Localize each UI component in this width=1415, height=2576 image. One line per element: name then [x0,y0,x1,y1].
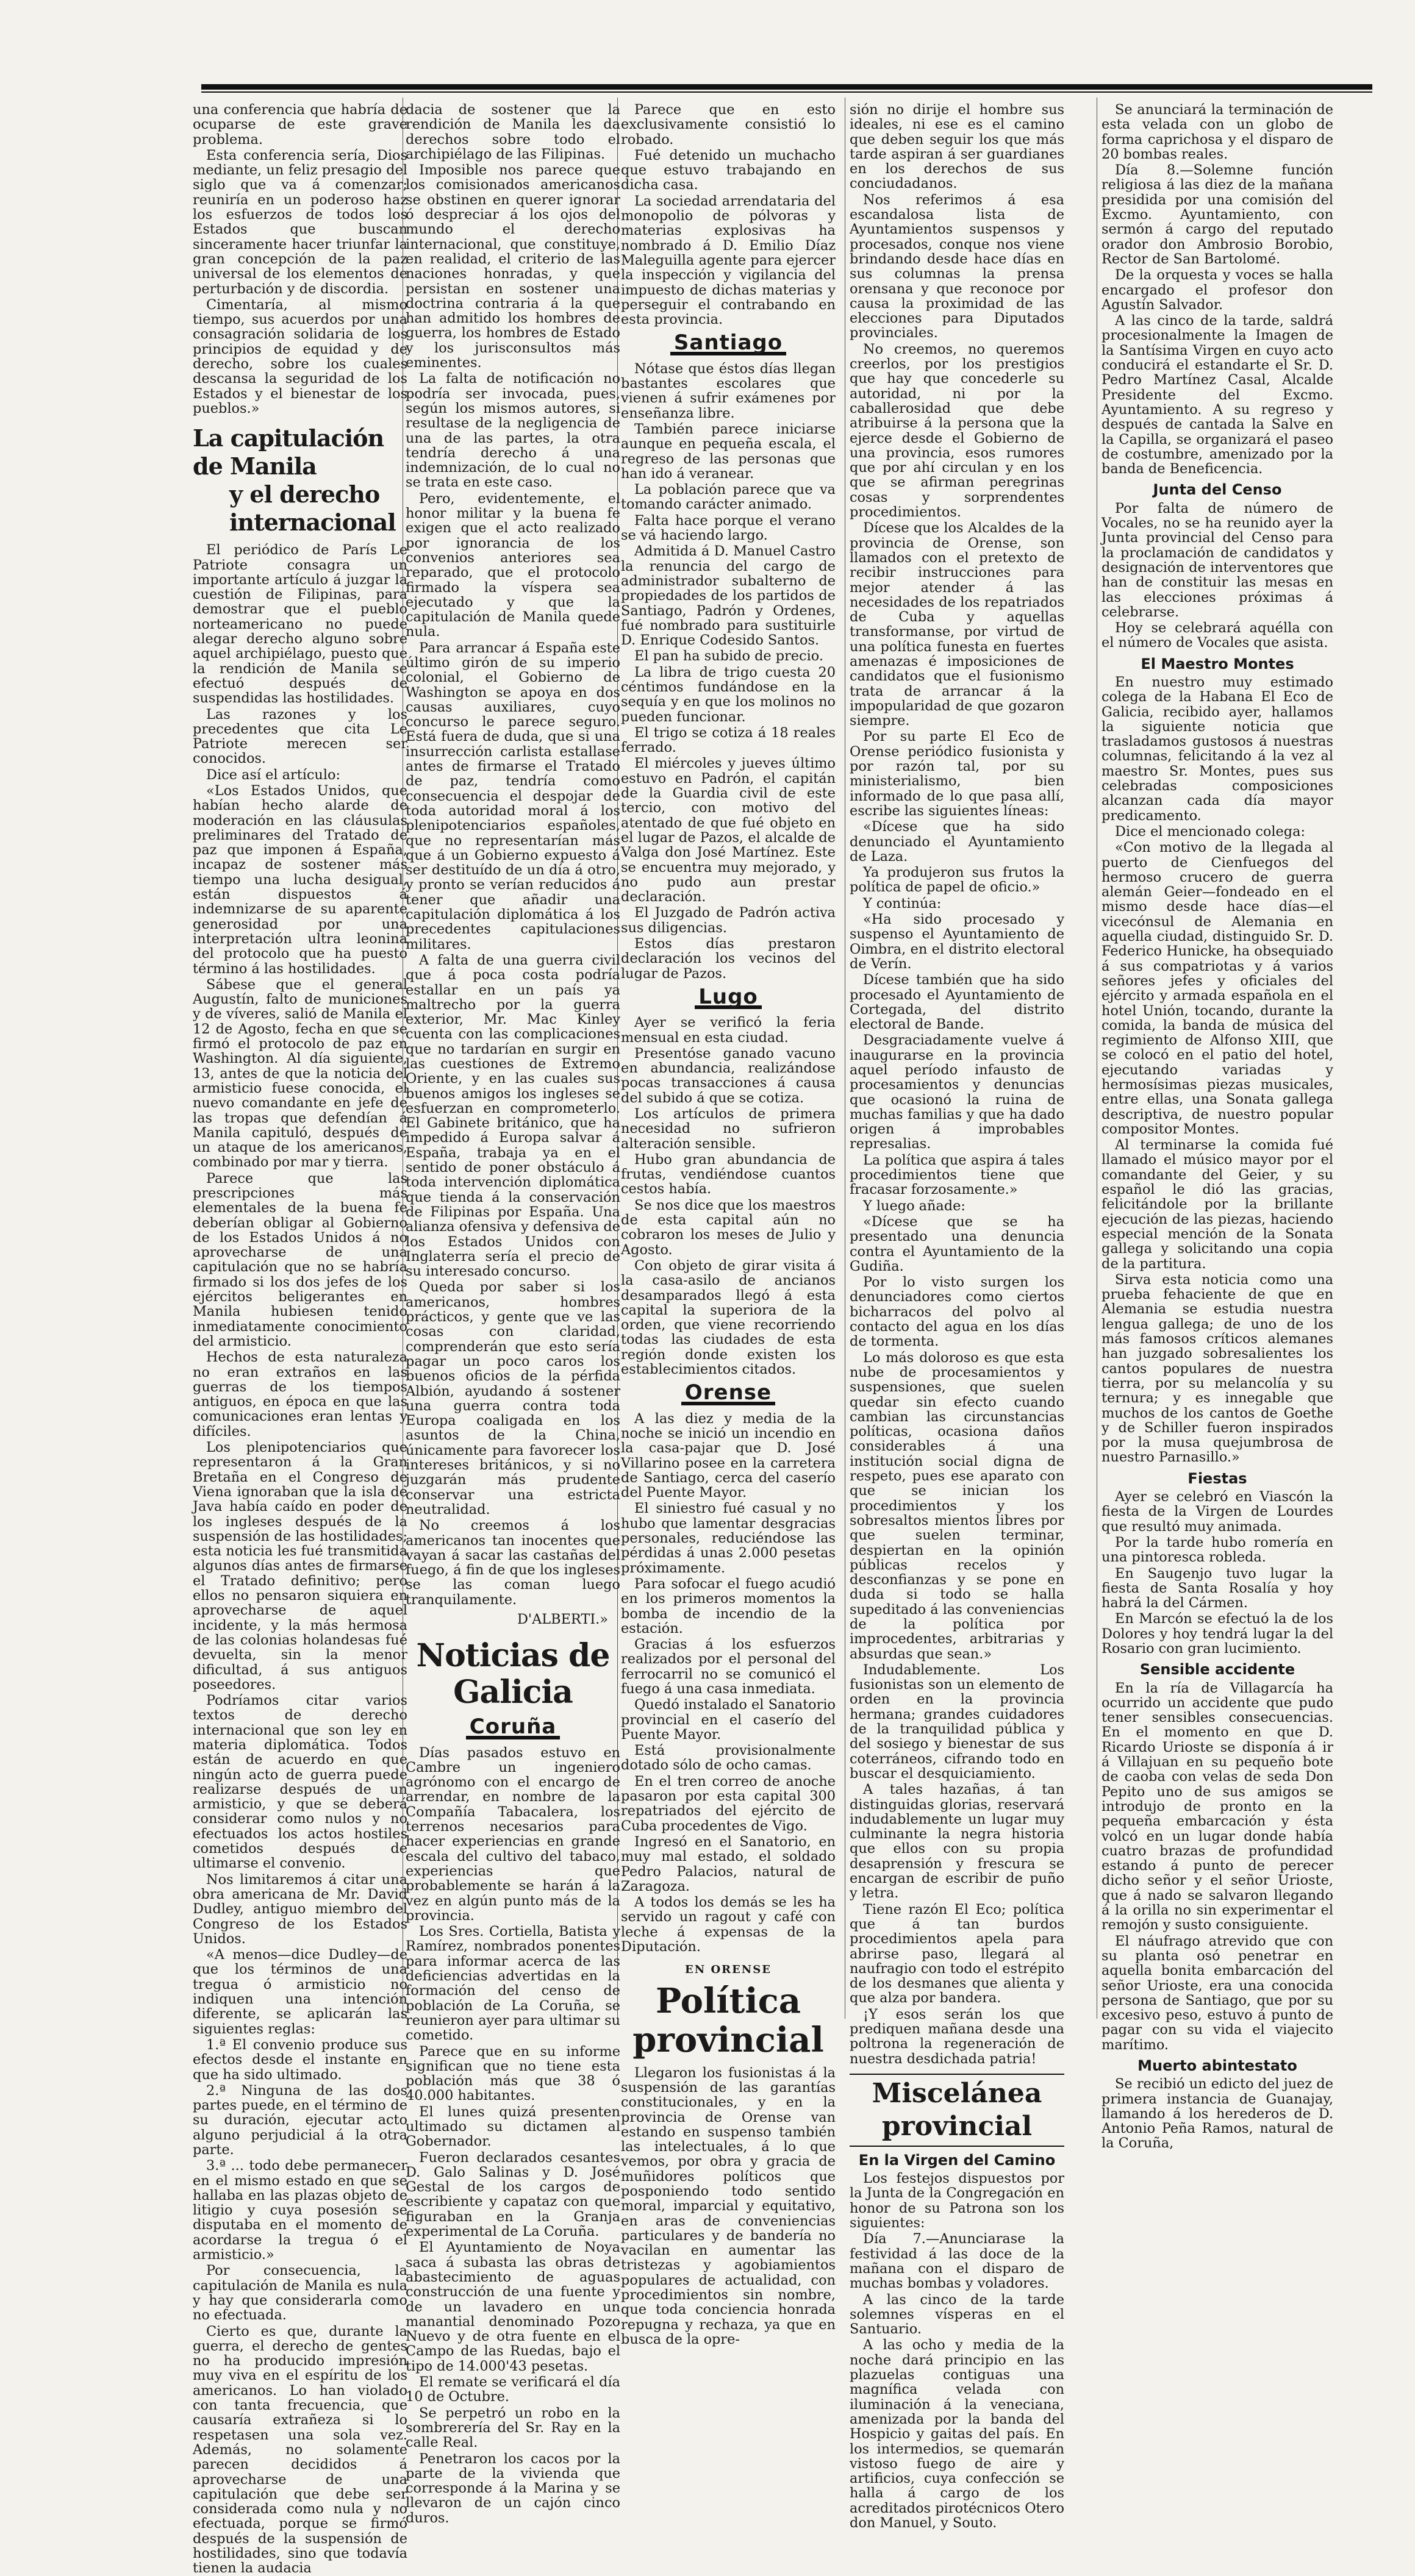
paragraph: No creemos, no queremos creerlos, por los prestigios que hay que concederle su autoridad, ni por la caballerosidad que debe atribuirse á la persona que la ejerce desde el Gobierno de una provincia, esos rumores que por ahí circulan y en los que se afirman peregrinas cosas y sorprendentes procedimientos. [850,341,1064,521]
headline-miscelanea-provincial: Miscelánea provincial [850,2074,1064,2147]
section-coruna [406,1714,620,1739]
paragraph: El miércoles y jueves último estuvo en Padrón, el capitán de la Guardia civil de este tercio, con motivo del atentado de que fué objeto en el lugar de Pazos, el alcalde de Valga don José Martínez. Este se encuentra muy mejorado, y no pudo aun prestar declaración. [621,755,836,905]
paragraph: Nótase que éstos días llegan bastantes escolares que vienen á sufrir exámenes por enseñanza libre. [621,360,836,421]
paragraph: Ayer se verificó la feria mensual en esta ciudad. [621,1015,836,1046]
paragraph: Penetraron los cacos por la parte de la vivienda que corresponde á la Marina y se llevaron de un cajón cinco duros. [406,2450,620,2526]
paragraph: Sábese que el general Augustín, falto de municiones y de víveres, salió de Manila el 12 de Agosto, fecha en que se firmó el protocolo de paz en Washington. Al día siguiente, 13, antes de que la noticia del armisticio fuese conocida, el nuevo comandante en jefe de las tropas que defendían á Manila capituló, después de un ataque de los americanos, combinado por mar y tierra. [193,976,407,1171]
paragraph: Estos días prestaron declaración los vecinos del lugar de Pazos. [621,936,836,982]
paragraph: Falta hace porque el verano se vá haciendo largo. [621,512,836,544]
section-title-noticias: Noticias de Galicia [416,1637,610,1711]
paragraph: Por lo visto surgen los denunciadores como ciertos bicharracos del polvo al contacto del agua en los días de tormenta. [850,1274,1064,1350]
paragraph: Por falta de número de Vocales, no se ha reunido ayer la Junta provincial del Censo para la proclamación de candidatos y designación de interventores que han de constituir las mesas en las elecciones próximas á celebrarse. [1102,500,1333,620]
headline-politica-provincial: Política provincial [632,1980,824,2060]
paragraph: A tales hazañas, á tan distinguidas glorias, reservará indudablemente un lugar muy culminante la negra historia que ellos con su propia desaprensión y frescura se encargan de escribir de puño y letra. [850,1782,1064,1902]
headline-line-1: La capitulación de Manila [193,424,384,480]
subhead-virgen-del-camino: En la Virgen del Camino [858,2151,1056,2169]
paragraph: En el tren correo de anoche pasaron por esta capital 300 repatriados del ejército de Cuba procedentes de Vigo. [621,1773,836,1834]
paragraph: A todos los demás se les ha servido un ragout y café con leche á expensas de la Diputación. [621,1894,836,1955]
paragraph: La sociedad arrendataria del monopolio de pólvoras y materias explosivas ha nombrado á D. Emilio Díaz Maleguilla agente para ejercer la inspección y vigilancia del impuesto de dichas materias y perseguir el contrabando en esta provincia. [621,193,836,328]
paragraph: Para sofocar el fuego acudió en los primeros momentos la bomba de incendio de la estación. [621,1575,836,1636]
paragraph: El lunes quizá presenten ultimado su dictamen al Gobernador. [406,2103,620,2150]
paragraph: Dice así el artículo: [206,766,341,783]
paragraph: Dice el mencionado colega: [1115,823,1305,840]
paragraph: Día 7.—Anunciarase la festividad á las doce de la mañana con el disparo de muchas bombas y voladores. [850,2231,1064,2292]
paragraph: Fueron declarados cesantes D. Galo Salinas y D. José Gestal de los cargos de escribiente y capataz con que figuraban en la Granja experimental de La Coruña. [406,2149,620,2240]
paragraph: El Ayuntamiento de Noya saca á subasta las obras de abastecimiento de aguas construcción de una fuente y de un lavadero en un manantial denominado Pozo Nuevo y de otra fuente en el Campo de las Ruedas, bajo el tipo de 14.000'43 pesetas. [406,2239,620,2374]
paragraph: Las razones y los precedentes que cita Le Patriote merecen ser conocidos. [193,706,407,767]
paragraph: ¡Y esos serán los que prediquen mañana desde una poltrona la regeneración de nuestra desdichada patria! [850,2006,1064,2067]
column-5 [1102,102,1333,2152]
paragraph: Dícese también que ha sido procesado el Ayuntamiento de Cortegada, del distrito electoral de Bande. [850,972,1064,1033]
paragraph: Parece que en esto exclusivamente consistió lo robado. [621,102,836,148]
paragraph: Desgraciadamente vuelve á inaugurarse en la provincia aquel período infausto de procesamientos y denuncias que ocasionó la ruina de muchas familias y que ha dado origen á improbables represalias. [850,1032,1064,1152]
paragraph: «A menos—dice Dudley—de que los términos de una tregua ó armisticio no indiquen una intención diferente, se aplicarán las siguientes reglas: [193,1947,407,2037]
paragraph: A las cinco de la tarde solemnes vísperas en el Santuario. [850,2291,1064,2338]
paragraph: La libra de trigo cuesta 20 céntimos fundándose en la sequía y en que los molinos no pueden funcionar. [621,664,836,725]
paragraph: Quedó instalado el Sanatorio provincial en el caserío del Puente Mayor. [621,1697,836,1743]
paragraph: Nos limitaremos á citar una obra americana de Mr. David Dudley, antiguo miembro del Congreso de los Estados Unidos. [193,1871,407,1947]
paragraph: La falta de notificación no podría ser invocada, pues, según los mismos autores, si resultase de la negligencia de una de las partes, la otra tendría derecho á una indemnización, de lo cual no se trata en este caso. [406,371,620,491]
paragraph: sión no dirije el hombre sus ideales, ni ese es el camino que deben seguir los que más tarde aspiran á ser guardianes en los derechos de sus conciudadanos. [850,102,1064,192]
paragraph: Al terminarse la comida fué llamado el músico mayor por el comandante del Geier, y su español le dió las gracias, felicitándole por la brillante ejecución de las piezas, haciendo especial mención de la Sonata gallega y solicitando una copia de la partitura. [1102,1137,1333,1272]
paragraph: El remate se verificará el día 10 de Octubre. [406,2374,620,2405]
paragraph: En nuestro muy estimado colega de la Habana El Eco de Galicia, recibido ayer, hallamos la siguiente noticia que trasladamos gustosos á nuestras columnas, felicitando á la vez al maestro Sr. Montes, pues sus celebradas composiciones alcanzan cada día mayor predicamento. [1102,674,1333,824]
subhead-fiestas: Fiestas [1188,1469,1247,1487]
paragraph: Hoy se celebrará aquélla con el número de Vocales que asista. [1102,620,1333,651]
paragraph: No creemos á los americanos tan inocentes que vayan á sacar las castañas del fuego, á fin de que los ingleses se las coman luego tranquilamente. [406,1518,620,1608]
paragraph: Para arrancar á España este último girón de su imperio colonial, el Gobierno de Washington se apoya en dos causas auxiliares, cuyo concurso le parece seguro. Está fuera de duda, que si una insurrección carlista estallase antes de firmarse el Tratado de paz, tendría como consecuencia el despojar de toda autoridad moral á los plenipotenciarios españoles, que no representarían más que á un Gobierno expuesto á ser destituído de un día á otro, y pronto se verían reducidos á tener que añadir una capitulación diplomática á los precedentes capitulaciones militares. [406,640,620,952]
column-4 [850,102,1064,2531]
paragraph: A las diez y media de la noche se inició un incendio en la casa-pajar que D. José Villarino posee en la carretera de Santiago, cerca del caserío del Puente Mayor. [621,1410,836,1501]
paragraph: El Juzgado de Padrón activa sus diligencias. [621,905,836,936]
paragraph: dacia de sostener que la rendición de Manila les da derechos sobre todo el archipiélago de las Filipinas. [406,102,620,162]
paragraph: Parece que las prescripciones más elementales de la buena fe deberían obligar al Gobierno de los Estados Unidos á no aprovecharse de una capitulación que no se habría firmado si los dos jefes de los ejércitos beligerantes en Manila hubiesen tenido inmediatamente conocimiento del armisticio. [193,1170,407,1349]
paragraph: El trigo se cotiza á 18 reales ferrado. [621,724,836,756]
paragraph: Por la tarde hubo romería en una pintoresca robleda. [1102,1534,1333,1566]
paragraph: Dícese que los Alcaldes de la provincia de Orense, son llamados con el pretexto de recibir instrucciones para mejor atender á las necesidades de los repatriados de Cuba y aquellas transformanse, por virtud de una política funesta en fuertes amenazas é imposiciones de candidatos que el fusionismo trata de arrancar á la impopularidad de que gozaron siempre. [850,520,1064,729]
paragraph: A las ocho y media de la noche dará principio en las plazuelas contiguas una magnífica velada con iluminación á la veneciana, amenizada por la banda del Hospicio y gaitas del país. En los intermedios, se quemarán vistoso fuego de aire y artificios, cuya confección se halla á cargo de los acreditados pirotécnicos Otero don Manuel, y Souto. [850,2337,1064,2531]
paragraph: «Ha sido procesado y suspenso el Ayuntamiento de Oimbra, en el distrito electoral de Verín. [850,912,1064,972]
paragraph: Pero, evidentemente, el honor militar y la buena fe exigen que el acto realizado por ignorancia de los convenios anteriores sea reparado, que el protocolo firmado la víspera sea ejecutado y que la capitulación de Manila quede nula. [406,490,620,640]
paragraph: Cimentaría, al mismo tiempo, sus acuerdos por una consagración solidaria de los principios de equidad y de derecho, sobre los cuales descansa la seguridad de los Estados y el bienestar de los pueblos.» [193,296,407,416]
paragraph: Está provisionalmente dotado sólo de ocho camas. [621,1743,836,1774]
paragraph: El pan ha subido de precio. [634,648,823,665]
paragraph: La política que aspira á tales procedimientos tiene que fracasar forzosamente.» [850,1152,1064,1198]
paragraph: 3.ª ... todo debe permanecer en el mismo estado en que se hallaba en las plazas objeto de litigio y cuya posesión se disputaba en el momento de acordarse la tregua ó el armisticio.» [193,2158,407,2263]
section-santiago [621,330,836,355]
paragraph: Hubo gran abundancia de frutas, vendiéndose cuantos cestos había. [621,1151,836,1197]
paragraph: Los festejos dispuestos por la Junta de la Congregación en honor de su Patrona son los siguientes: [850,2171,1064,2232]
paragraph: 1.ª El convenio produce sus efectos desde el instante en que ha sido ultimado. [193,2036,407,2083]
paragraph: Con objeto de girar visita á la casa-asilo de ancianos desamparados llegó á esta capital la superiora de la orden, que viene recorriendo todas las ciudades de esta región donde existen los establecimientos citados. [621,1257,836,1378]
section-label: Lugo [695,990,762,1009]
paragraph: Los Sres. Cortiella, Batista y Ramírez, nombrados ponentes para informar acerca de las deficiencias advertidas en la formación del censo de población de La Coruña, se reunieron ayer para ultimar su cometido. [406,1924,620,2044]
paragraph: Hechos de esta naturaleza no eran extraños en las guerras de los tiempos antiguos, en época en que las comunicaciones eran lentas y difíciles. [193,1349,407,1440]
paragraph: Presentóse ganado vacuno en abundancia, realizándose pocas transacciones á causa del subido á que se cotiza. [621,1045,836,1106]
headline-line-2: y el derecho internacional [229,480,396,537]
paragraph: Nos referimos á esa escandalosa lista de Ayuntamientos suspensos y procesados, conque nos viene brindando desde hace días en sus columnas la prensa orensana y que reconoce por causa la proximidad de las elecciones para Diputados provinciales. [850,191,1064,341]
paragraph: La población parece que va tomando carácter animado. [621,482,836,513]
paragraph: Sirva esta noticia como una prueba fehaciente de que en Alemania se estudia nuestra lengua gallega; de uno de los más famosos críticos alemanes han juzgado sobresalientes los cantos populares de nuestra tierra, por su melancolía y su ternura; y es innegable que muchos de los cantos de Goethe y de Schiller fueron inspirados por la musa quejumbrosa de nuestro Parnasillo.» [1102,1271,1333,1466]
section-label: Coruña [466,1719,560,1739]
paragraph: Por su parte El Eco de Orense periódico fusionista y por razón tal, por su ministerialismo, bien informado de lo que pasa allí, escribe las siguientes líneas: [850,729,1064,819]
column-2 [406,102,620,2526]
paragraph: Día 8.—Solemne función religiosa á las diez de la mañana presidida por una comisión del Excmo. Ayuntamiento, con sermón á cargo del reputado orador don Ambrosio Borobio, Rector de San Bartolomé. [1102,162,1333,267]
paragraph: Lo más doloroso es que esta nube de procesamientos y suspensiones, que suelen quedar sin efecto cuando cambian las circunstancias políticas, ocasiona daños considerables á una institución social digna de respeto, pues ese aparato con que se inician los procedimientos y los sobresaltos mientos libres por que suelen terminar, despiertan en la opinión públicas recelos y desconfianzas y se pone en duda si todo se halla supeditado á las conveniencias de la política por improcedentes, arbitrarias y absurdas que sean.» [850,1349,1064,1662]
paragraph: Los artículos de primera necesidad no sufrieron alteración sensible. [621,1106,836,1152]
subhead-muerto-abintestato: Muerto abintestato [1137,2057,1297,2074]
kicker-en-orense: EN ORENSE [685,1963,772,1977]
paragraph: Ingresó en el Sanatorio, en muy mal estado, el soldado Pedro Palacios, natural de Zaragoza. [621,1833,836,1894]
paragraph: «Los Estados Unidos, que habían hecho alarde de moderación en las cláusulas preliminares del Tratado de paz que imponen á España, incapaz de sostener más tiempo una lucha desigual, están dispuestos á indemnizarse de su aparente generosidad por una interpretación ultra leonina del protocolo que ha puesto término á las hostilidades. [193,782,407,977]
section-label: Orense [681,1385,775,1405]
column-3 [621,102,836,2347]
paragraph: Queda por saber si los americanos, hombres prácticos, y gente que ve las cosas con claridad, comprenderán que esto sería pagar un poco caros los buenos oficios de la pérfida Albión, ayudando á sostener una guerra contra toda Europa coaligada en los asuntos de la China, únicamente para favorecer los intereses británicos, y si no juzgarán más prudente conservar una estricta neutralidad. [406,1279,620,1518]
headline-capitulacion [193,424,407,537]
signature: D'ALBERTI.» [517,1611,608,1627]
paragraph: Cierto es que, durante la guerra, el derecho de gentes no ha producido impresión muy viva en el espíritu de los americanos. Lo han violado con tanta frecuencia, que causaría extrañeza si lo respetasen una sola vez. Además, no solamente parecen decididos á aprovecharse de una capitulación que debe ser considerada como nula y no efectuada, porque se firmó después de la suspensión de hostilidades, sino que todavía tienen la audacia [193,2323,407,2576]
paragraph: Llegaron los fusionistas á la suspensión de las garantías constitucionales, y en la provincia de Orense van estando en suspenso también las intelectuales, á lo que vemos, por obra y gracia de muñidores políticos que posponiendo todo sentido moral, imparcial y equitativo, en aras de conveniencias particulares y de bandería no vacilan en aumentar las tristezas y agobiamientos populares de actualidad, con procedimientos sin nombre, que toda conciencia honrada repugna y rechaza, ya que en busca de la opre- [621,2064,836,2347]
section-label: Santiago [670,335,786,355]
paragraph: A falta de una guerra civil que á poca costa podría estallar en un país ya maltrecho por la guerra exterior, Mr. Mac Kinley cuenta con las complicaciones que no tardarían en surgir en las cuestiones de Extremo Oriente, y en las cuales sus buenos amigos los ingleses se esfuerzan en comprometerlo. El Gabinete británico, que ha impedido á Europa salvar á España, trabaja ya en el sentido de poner obstáculo á toda intervención diplomática que tienda á la conservación de Filipinas por España. Una alianza ofensiva y defensiva de los Estados Unidos con Inglaterra sería el precio de su interesado concurso. [406,952,620,1280]
subhead-maestro-montes: El Maestro Montes [1141,655,1294,673]
paragraph: «Con motivo de la llegada al puerto de Cienfuegos del hermoso crucero de guerra alemán Geier—fondeado en el mismo desde hace días—el vicecónsul de Alemania en aquella ciudad, distinguido Sr. D. Federico Hunicke, ha obsequiado á sus compatriotas y á varios señores jefes y oficiales del ejército y armada española en el hotel Unión, tocando, durante la comida, la banda de música del regimiento de Alfonso XIII, que se colocó en el patio del hotel, ejecutando variadas y hermosísimas piezas musicales, entre ellas, una Sonata gallega descriptiva, de nuestro popular compositor Montes. [1102,840,1333,1137]
section-lugo [621,984,836,1009]
paragraph: una conferencia que habría de ocuparse de este grave problema. [193,102,407,148]
paragraph: Podríamos citar varios textos de derecho internacional que son ley en materia diplomática. Todos están de acuerdo en que ningún acto de guerra puede realizarse después de un armisticio, y que se deberá considerar como nulos y no efectuados los actos hostiles cometidos después de ultimarse el convenio. [193,1693,407,1872]
paragraph: Ya produjeron sus frutos la política de papel de oficio.» [850,865,1064,896]
paragraph: Y luego añade: [863,1197,965,1214]
paragraph: 2.ª Ninguna de las dos partes puede, en el término de su duración, ejecutar acto alguno perjudicial á la otra parte. [193,2082,407,2158]
paragraph: Imposible nos parece que los comisionados americanos se obstinen en querer ignorar ó despreciar á los ojos del mundo el derecho internacional, que constituye, en realidad, el criterio de las naciones honradas, y que persistan en sostener una doctrina contraria á la que han admitido los hombres de guerra, los hombres de Estado y los jurisconsultos más eminentes. [406,162,620,371]
masthead-rule [201,84,1372,90]
paragraph: Gracias á los esfuerzos realizados por el personal del ferrocarril no se comunicó el fuego á una casa inmediata. [621,1636,836,1697]
paragraph: También parece iniciarse aunque en pequeña escala, el regreso de las personas que han ido á veranear. [621,421,836,482]
paragraph: En Marcón se efectuó la de los Dolores y hoy tendrá lugar la del Rosario con gran lucimiento. [1102,1611,1333,1657]
paragraph: Tiene razón El Eco; política que á tan burdos procedimientos apela para abrirse paso, llegará al naufragio con todo el estrépito de los desmanes que alienta y que alza por bandera. [850,1901,1064,2007]
paragraph: Parece que en su informe significan que no tiene esta población más que 38 ó 40.000 habitantes. [406,2043,620,2104]
paragraph: Días pasados estuvo en Cambre un ingeniero agrónomo con el encargo de arrendar, en nombre de la Compañía Tabacalera, los terrenos necesarios para hacer experiencias en grande escala del cultivo del tabaco, experiencias que probablemente se harán á la vez en algún punto más de la provincia. [406,1744,620,1924]
paragraph: En la ría de Villagarcía ha ocurrido un accidente que pudo tener sensibles consecuencias. En el momento en que D. Ricardo Urioste se disponía á ir á Villajuan en su pequeño bote de caoba con velas de seda Don Pepito uno de sus amigos se introdujo de pronto en la pequeña embarcación y ésta volcó en un lugar donde había cuatro brazas de profundidad estando á punto de perecer dicho señor y el señor Urioste, que á nado se salvaron llegando á la orilla no sin experimentar el remojón y susto consiguiente. [1102,1680,1333,1933]
paragraph: Ayer se celebró en Viascón la fiesta de la Virgen de Lourdes que resultó muy animada. [1102,1489,1333,1535]
section-orense [621,1380,836,1405]
paragraph: En Saugenjo tuvo lugar la fiesta de Santa Rosalía y hoy habrá la del Cármen. [1102,1565,1333,1611]
paragraph: Se perpetró un robo en la sombrerería del Sr. Ray en la calle Real. [406,2405,620,2451]
paragraph: El siniestro fué casual y no hubo que lamentar desgracias personales, reduciéndose las pérdidas á unas 2.000 pesetas próximamente. [621,1500,836,1576]
paragraph: Los plenipotenciarios que representaron á la Gran Bretaña en el Congreso de Viena ignoraban que la isla de Java había caído en poder de los ingleses después de la suspensión de las hostilidades; esta noticia les fué transmitida algunos días antes de firmarse el Tratado definitivo; pero ellos no pensaron siquiera en aprovecharse de aquel incidente, y la más hermosa de las colonias holandesas fué devuelta, sin la menor dificultad, á sus antiguos poseedores. [193,1440,407,1693]
paragraph: Por consecuencia, la capitulación de Manila es nula y hay que considerarla como no efectuada. [193,2263,407,2324]
paragraph: A las cinco de la tarde, saldrá procesionalmente la Imagen de la Santísima Virgen en cuyo acto conducirá el estandarte el Sr. D. Pedro Martínez Casal, Alcalde Presidente del Excmo. Ayuntamiento. A su regreso y después de cantada la Salve en la Capilla, se organizará el paseo de costumbre, amenizado por la banda de Beneficencia. [1102,313,1333,477]
subhead-sensible-accidente: Sensible accidente [1139,1661,1295,1679]
paragraph: «Dícese que ha sido denunciado el Ayuntamiento de Laza. [850,819,1064,865]
paragraph: Y continúa: [863,895,942,912]
paragraph: Admitida á D. Manuel Castro la renuncia del cargo de administrador subalterno de propiedades de los partidos de Santiago, Padrón y Ordenes, fué nombrado para sustituirle D. Enrique Codesido Santos. [621,543,836,649]
subhead-junta-del-censo: Junta del Censo [1153,481,1282,499]
paragraph: «Dícese que se ha presentado una denuncia contra el Ayuntamiento de la Gudiña. [850,1213,1064,1274]
paragraph: Fué detenido un muchacho que estuvo trabajando en dicha casa. [621,147,836,193]
column-1 [193,102,407,2576]
paragraph: Se recibió un edicto del juez de primera instancia de Guanajay, llamando á los herederos de D. Antonio Peña Ramos, natural de la Coruña, [1102,2076,1333,2152]
paragraph: El periódico de París Le Patriote consagra un importante artículo á juzgar la cuestión de Filipinas, para demostrar que el pueblo norteamericano no puede alegar derecho alguno sobre aquel archipiélago, puesto que la rendición de Manila se efectuó después de suspendidas las hostilidades. [193,542,407,707]
paragraph: De la orquesta y voces se halla encargado el profesor don Agustín Salvador. [1102,267,1333,313]
paragraph: Esta conferencia sería, Dios mediante, un feliz presagio del siglo que va á comenzar; reuniría en un poderoso haz los esfuerzos de todos los Estados que buscan sinceramente hacer triunfar la gran concepción de la paz universal de los elementos de perturbación y de discordia. [193,147,407,297]
paragraph: Se anunciará la terminación de esta velada con un globo de forma caprichosa y el disparo de 20 bombas reales. [1102,102,1333,162]
paragraph: El náufrago atrevido que con su planta osó penetrar en aquella bonita embarcación del señor Urioste, era una conocida persona de Santiago, que por su excesivo peso, estuvo á punto de pagar con su vida el viajecito marítimo. [1102,1933,1333,2053]
masthead-rule-thin [201,91,1372,93]
paragraph: Se nos dice que los maestros de esta capital aún no cobraron los meses de Julio y Agosto. [621,1197,836,1258]
paragraph: Indudablemente. Los fusionistas son un elemento de orden en la provincia hermana; grandes cuidadores de la tranquilidad pública y del sosiego y bienestar de sus coterráneos, cifrando todo en buscar el desquiciamiento. [850,1661,1064,1782]
